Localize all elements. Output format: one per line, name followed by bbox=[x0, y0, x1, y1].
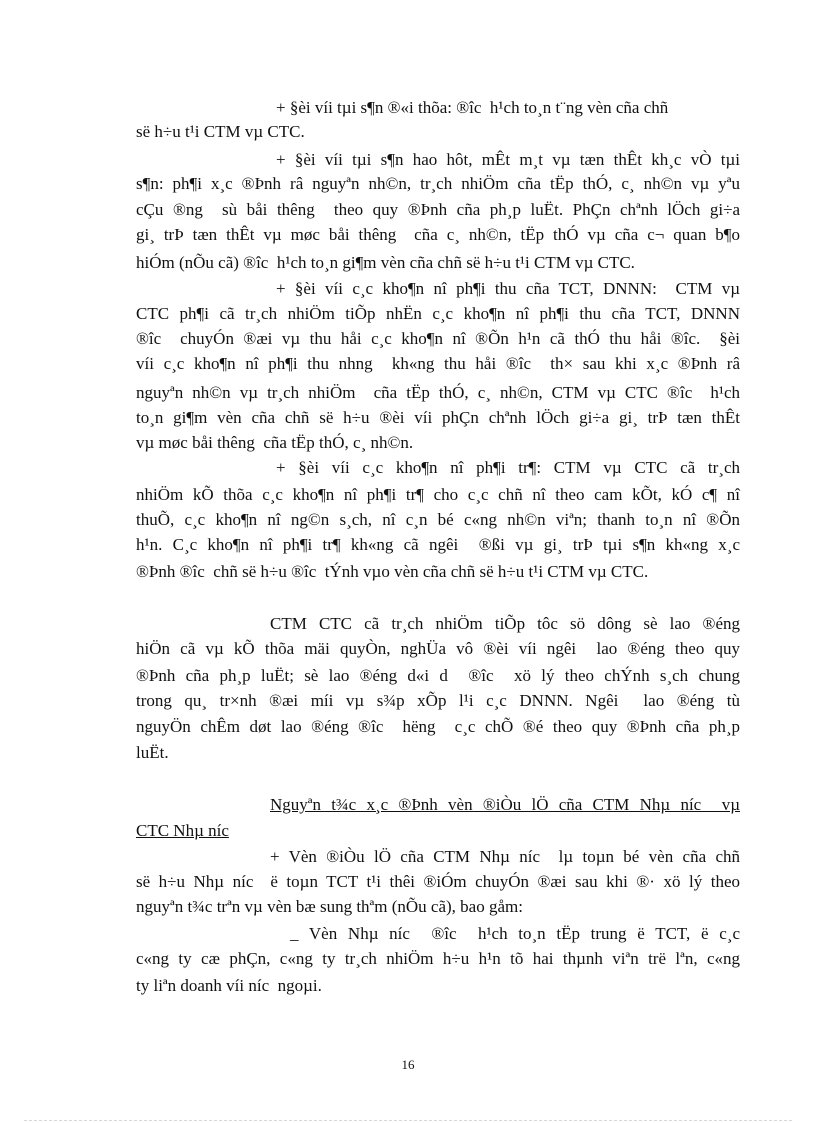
text-line: nhiÖm kÕ thõa c¸c kho¶n nî ph¶i tr¶ cho c¸c chñ nî theo cam kÕt, kÓ c¶ nî bbox=[136, 485, 740, 504]
text-line: nguyÖn chÊm døt lao ®éng ®îc hëng c¸c chÕ ®é theo quy ®Þnh cña ph¸p bbox=[136, 717, 740, 736]
text-line: hiÖn cã vµ kÕ thõa mäi quyÒn, nghÜa vô ®èi víi ngêi lao ®éng theo quy bbox=[136, 639, 740, 658]
text-line: nguyªn nh©n vµ tr¸ch nhiÖm cña tËp thÓ, c¸ nh©n, CTM vµ CTC ®îc h¹ch bbox=[136, 383, 740, 402]
text-line: së h÷u t¹i CTM vµ CTC. bbox=[136, 122, 305, 141]
text-line: së h÷u Nhµ níc ë toµn TCT t¹i thêi ®iÓm chuyÓn ®æi sau khi ®· xö lý theo bbox=[136, 872, 740, 891]
text-line: ®Þnh cña ph¸p luËt; sè lao ®éng d«i d ®îc xö lý theo chÝnh s¸ch chung bbox=[136, 666, 740, 685]
text-line: ®îc chuyÓn ®æi vµ thu håi c¸c kho¶n nî ®Õn h¹n cã thÓ thu håi ®îc. §èi bbox=[136, 329, 740, 348]
text-line: to¸n gi¶m vèn cña chñ së h÷u ®èi víi phÇn chªnh lÖch gi÷a gi¸ trÞ tæn thÊt bbox=[136, 408, 740, 427]
text-line: c«ng ty cæ phÇn, c«ng ty tr¸ch nhiÖm h÷u h¹n tõ hai thµnh viªn trë lªn, c«ng bbox=[136, 949, 740, 968]
section-heading: Nguyªn t¾c x¸c ®Þnh vèn ®iÒu lÖ cña CTM Nhµ níc vµ bbox=[270, 795, 740, 814]
text-line: + §èi víi tµi s¶n hao hôt, mÊt m¸t vµ tæn thÊt kh¸c vÒ tµi bbox=[276, 150, 740, 169]
text-line: CTC ph¶i cã tr¸ch nhiÖm tiÕp nhËn c¸c kho¶n nî ph¶i thu cña TCT, DNNN bbox=[136, 304, 740, 323]
text-line: CTM CTC cã tr¸ch nhiÖm tiÕp tôc sö dông sè lao ®éng bbox=[270, 614, 740, 633]
text-line: s¶n: ph¶i x¸c ®Þnh râ nguyªn nh©n, tr¸ch nhiÖm cña tËp thÓ, c¸ nh©n vµ yªu bbox=[136, 174, 740, 193]
text-line: _ Vèn Nhµ níc ®îc h¹ch to¸n tËp trung ë TCT, ë c¸c bbox=[290, 924, 740, 943]
text-line: h¹n. C¸c kho¶n nî ph¶i tr¶ kh«ng cã ngêi ®ßi vµ gi¸ trÞ tµi s¶n kh«ng x¸c bbox=[136, 535, 740, 554]
text-line: víi c¸c kho¶n nî ph¶i thu nhng kh«ng thu håi ®îc th× sau khi x¸c ®Þnh râ bbox=[136, 354, 740, 373]
text-line: ®Þnh ®îc chñ së h÷u ®îc tÝnh vµo vèn cña chñ së h÷u t¹i CTM vµ CTC. bbox=[136, 562, 649, 581]
section-heading: CTC Nhµ níc bbox=[136, 821, 229, 840]
text-line: thuÕ, c¸c kho¶n nî ng©n s¸ch, nî c¸n bé c«ng nh©n viªn; thanh to¸n nî ®Õn bbox=[136, 510, 740, 529]
text-line: trong qu¸ tr×nh ®æi míi vµ s¾p xÕp l¹i c¸c DNNN. Ngêi lao ®éng tù bbox=[136, 691, 740, 710]
page-number: 16 bbox=[401, 1057, 415, 1072]
text-line: + §èi víi c¸c kho¶n nî ph¶i tr¶: CTM vµ CTC cã tr¸ch bbox=[276, 458, 740, 477]
page-bottom-rule bbox=[24, 1120, 792, 1121]
text-line: + §èi víi c¸c kho¶n nî ph¶i thu cña TCT, DNNN: CTM vµ bbox=[276, 279, 740, 298]
text-line: gi¸ trÞ tæn thÊt vµ møc båi thêng cña c¸ nh©n, tËp thÓ vµ cña c¬ quan b¶o bbox=[136, 225, 740, 244]
text-line: nguyªn t¾c trªn vµ vèn bæ sung thªm (nÕu cã), bao gåm: bbox=[136, 897, 523, 916]
text-line: cÇu ®ng sù båi thêng theo quy ®Þnh cña ph¸p luËt. PhÇn chªnh lÖch gi÷a bbox=[136, 200, 740, 219]
text-line: + Vèn ®iÒu lÖ cña CTM Nhµ níc lµ toµn bé vèn cña chñ bbox=[270, 847, 740, 866]
text-line: ty liªn doanh víi níc ngoµi. bbox=[136, 976, 322, 995]
text-line: luËt. bbox=[136, 743, 169, 762]
text-line: hiÓm (nÕu cã) ®îc h¹ch to¸n gi¶m vèn cña chñ së h÷u t¹i CTM vµ CTC. bbox=[136, 253, 635, 272]
text-line: vµ møc båi thêng cña tËp thÓ, c¸ nh©n. bbox=[136, 433, 414, 452]
text-line: + §èi víi tµi s¶n ®«i thõa: ®îc h¹ch to¸n t¨ng vèn cña chñ bbox=[276, 98, 669, 117]
